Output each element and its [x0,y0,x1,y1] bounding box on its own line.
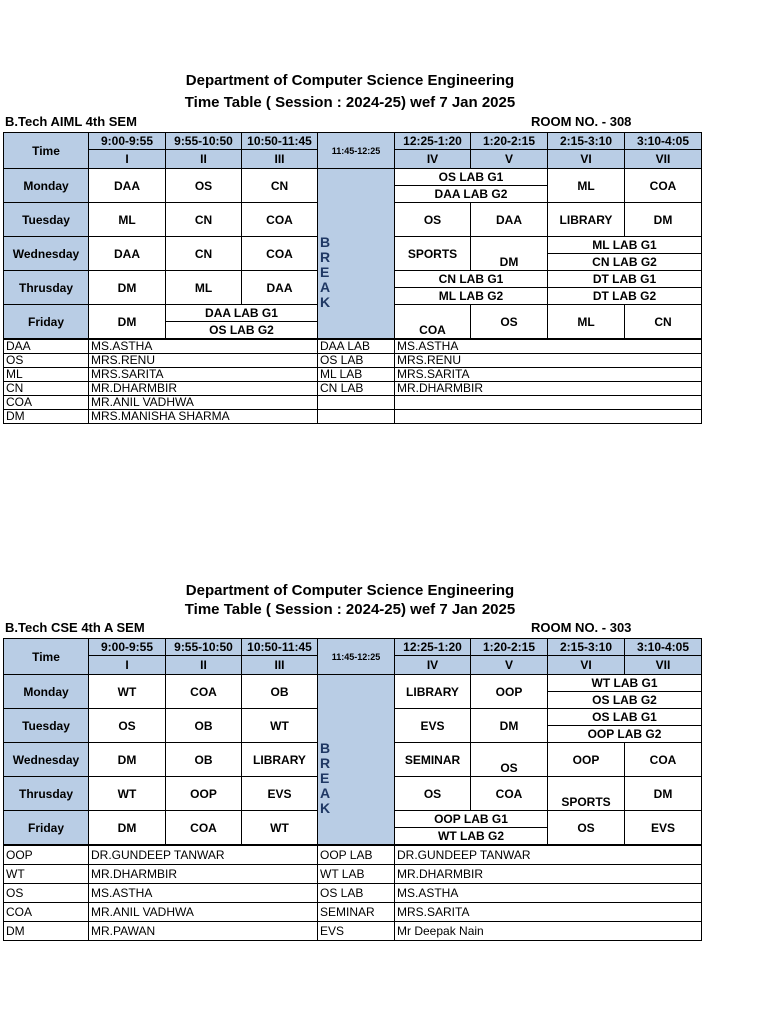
faculty-name: MR.DHARMBIR [89,865,318,884]
period-4: IV [395,150,471,169]
period-5: V [471,150,548,169]
faculty-row [4,865,702,884]
faculty-name: MRS.SARITA [89,368,318,382]
lab-cell: CN LAB G2 [548,254,702,271]
cell: WT [242,709,318,743]
cell: EVS [242,777,318,811]
day-thursday: Thrusday [4,271,89,305]
faculty-name: MR.DHARMBIR [89,382,318,396]
period-1: I [89,150,166,169]
cell: DM [625,777,702,811]
session-title: Time Table ( Session : 2024-25) wef 7 Jan 2025 [184,94,516,111]
faculty-name: MRS.MANISHA SHARMA [89,410,318,424]
cell: COA [395,305,471,339]
lab-faculty-name: MRS.SARITA [395,368,702,382]
lab-cell: DT LAB G1 [548,271,702,288]
department-title: Department of Computer Science Engineering [185,582,515,599]
lab-code: WT LAB [318,865,395,884]
lab-cell: ML LAB G1 [548,237,702,254]
faculty-row [4,903,702,922]
lab-faculty-name: MR.DHARMBIR [395,382,702,396]
slot-2: 9:55-10:50 [166,639,242,656]
lab-cell: DAA LAB G2 [395,186,548,203]
period-6: VI [548,150,625,169]
break-letter: K [320,800,331,816]
break-letter: B [320,234,331,250]
subject-code: COA [4,903,89,922]
subject-code: DAA [4,340,89,354]
class-info-row [3,114,703,132]
cell: DM [471,709,548,743]
lab-code: EVS [318,922,395,941]
timetable-aiml [3,70,703,424]
subject-code: ML [4,368,89,382]
slot-4: 12:25-1:20 [395,133,471,150]
break-slot: 11:45-12:25 [318,639,395,675]
slot-5: 1:20-2:15 [471,133,548,150]
cell: COA [166,675,242,709]
cell: OOP [166,777,242,811]
lab-faculty-name: DR.GUNDEEP TANWAR [395,846,702,865]
faculty-row [4,410,702,424]
lab-cell: CN LAB G1 [395,271,548,288]
period-2: II [166,656,242,675]
period-4: IV [395,656,471,675]
day-monday: Monday [4,675,89,709]
slot-6: 2:15-3:10 [548,133,625,150]
cell: COA [471,777,548,811]
cell: OS [166,169,242,203]
cell: WT [89,777,166,811]
cell: SEMINAR [395,743,471,777]
lab-code: ML LAB [318,368,395,382]
period-7: VII [625,150,702,169]
cell: OB [242,675,318,709]
lab-cell: DT LAB G2 [548,288,702,305]
lab-cell: OS LAB G1 [395,169,548,186]
period-5: V [471,656,548,675]
faculty-name: MS.ASTHA [89,340,318,354]
cell: OB [166,743,242,777]
lab-code: CN LAB [318,382,395,396]
day-tuesday: Tuesday [4,709,89,743]
lab-code: SEMINAR [318,903,395,922]
slot-1: 9:00-9:55 [89,133,166,150]
faculty-name: DR.GUNDEEP TANWAR [89,846,318,865]
break-letter: B [320,740,331,756]
lab-faculty-name: MRS.RENU [395,354,702,368]
cell: LIBRARY [242,743,318,777]
faculty-name: MR.PAWAN [89,922,318,941]
period-3: III [242,656,318,675]
cell: DM [89,811,166,845]
cell: SPORTS [548,777,625,811]
lab-faculty-name: MR.DHARMBIR [395,865,702,884]
cell: OS [89,709,166,743]
faculty-name: MS.ASTHA [89,884,318,903]
day-monday: Monday [4,169,89,203]
cell: WT [242,811,318,845]
cell: DAA [89,169,166,203]
break-column [318,675,395,845]
cell: DM [89,305,166,339]
slot-7: 3:10-4:05 [625,639,702,656]
lab-cell: DAA LAB G1 [166,305,318,322]
slot-6: 2:15-3:10 [548,639,625,656]
faculty-row [4,368,702,382]
faculty-row [4,846,702,865]
lab-code: OS LAB [318,884,395,903]
faculty-table [3,845,702,941]
lab-faculty-name [395,410,702,424]
cell: ML [166,271,242,305]
break-letter: R [320,755,331,771]
lab-code: DAA LAB [318,340,395,354]
period-3: III [242,150,318,169]
faculty-row [4,884,702,903]
cell: EVS [625,811,702,845]
slot-3: 10:50-11:45 [242,133,318,150]
cell: CN [166,203,242,237]
slot-4: 12:25-1:20 [395,639,471,656]
slot-3: 10:50-11:45 [242,639,318,656]
faculty-name: MR.ANIL VADHWA [89,396,318,410]
slot-1: 9:00-9:55 [89,639,166,656]
faculty-table [3,339,702,424]
cell: LIBRARY [395,675,471,709]
break-letter: E [320,264,330,280]
faculty-row [4,354,702,368]
time-header: Time [4,639,89,675]
day-wednesday: Wednesday [4,743,89,777]
subject-code: WT [4,865,89,884]
timetable-cse [3,580,703,941]
cell: OS [548,811,625,845]
cell: DM [89,271,166,305]
room-number: ROOM NO. - 308 [531,114,632,129]
cell: COA [242,237,318,271]
cell: COA [625,743,702,777]
subject-code: OS [4,354,89,368]
break-letter: R [320,249,331,265]
cell: DM [471,237,548,271]
cell: DAA [471,203,548,237]
day-tuesday: Tuesday [4,203,89,237]
subject-code: DM [4,922,89,941]
cell: LIBRARY [548,203,625,237]
faculty-name: MRS.RENU [89,354,318,368]
lab-code [318,396,395,410]
cell: OS [395,777,471,811]
cell: ML [548,305,625,339]
cell: EVS [395,709,471,743]
break-letter: K [320,294,331,310]
day-friday: Friday [4,811,89,845]
faculty-row [4,922,702,941]
lab-cell: ML LAB G2 [395,288,548,305]
lab-faculty-name [395,396,702,410]
cell: DM [625,203,702,237]
cell: OOP [471,675,548,709]
schedule-table [3,638,702,845]
cell: COA [242,203,318,237]
department-title: Department of Computer Science Engineering [185,72,515,89]
cell: OB [166,709,242,743]
cell: WT [89,675,166,709]
lab-cell: OS LAB G2 [166,322,318,339]
class-name: B.Tech CSE 4th A SEM [5,620,145,635]
room-number: ROOM NO. - 303 [531,620,632,635]
lab-code: OOP LAB [318,846,395,865]
class-info-row [3,620,703,638]
cell: CN [242,169,318,203]
period-7: VII [625,656,702,675]
faculty-row [4,396,702,410]
subject-code: COA [4,396,89,410]
cell: DAA [89,237,166,271]
cell: DAA [242,271,318,305]
period-2: II [166,150,242,169]
time-header: Time [4,133,89,169]
period-1: I [89,656,166,675]
cell: CN [166,237,242,271]
subject-code: OOP [4,846,89,865]
day-wednesday: Wednesday [4,237,89,271]
cell: OS [395,203,471,237]
slot-2: 9:55-10:50 [166,133,242,150]
break-letter: E [320,770,330,786]
lab-faculty-name: MS.ASTHA [395,340,702,354]
cell: CN [625,305,702,339]
cell: DM [89,743,166,777]
cell: COA [166,811,242,845]
day-friday: Friday [4,305,89,339]
cell: SPORTS [395,237,471,271]
faculty-row [4,382,702,396]
subject-code: OS [4,884,89,903]
lab-cell: WT LAB G2 [395,828,548,845]
slot-5: 1:20-2:15 [471,639,548,656]
lab-faculty-name: Mr Deepak Nain [395,922,702,941]
break-letter: A [320,785,331,801]
break-letter: A [320,279,331,295]
lab-faculty-name: MRS.SARITA [395,903,702,922]
subject-code: DM [4,410,89,424]
faculty-row [4,340,702,354]
cell: ML [89,203,166,237]
lab-code: OS LAB [318,354,395,368]
lab-cell: OOP LAB G1 [395,811,548,828]
lab-cell: WT LAB G1 [548,675,702,692]
lab-cell: OS LAB G2 [548,692,702,709]
lab-cell: OS LAB G1 [548,709,702,726]
day-thursday: Thrusday [4,777,89,811]
period-6: VI [548,656,625,675]
cell: OOP [548,743,625,777]
class-name: B.Tech AIML 4th SEM [5,114,137,129]
lab-faculty-name: MS.ASTHA [395,884,702,903]
cell: OS [471,305,548,339]
slot-7: 3:10-4:05 [625,133,702,150]
faculty-name: MR.ANIL VADHWA [89,903,318,922]
session-title: Time Table ( Session : 2024-25) wef 7 Jan 2025 [184,601,516,618]
cell: OS [471,743,548,777]
subject-code: CN [4,382,89,396]
cell: COA [625,169,702,203]
lab-code [318,410,395,424]
lab-cell: OOP LAB G2 [548,726,702,743]
break-column [318,169,395,339]
break-slot: 11:45-12:25 [318,133,395,169]
cell: ML [548,169,625,203]
schedule-table [3,132,702,339]
